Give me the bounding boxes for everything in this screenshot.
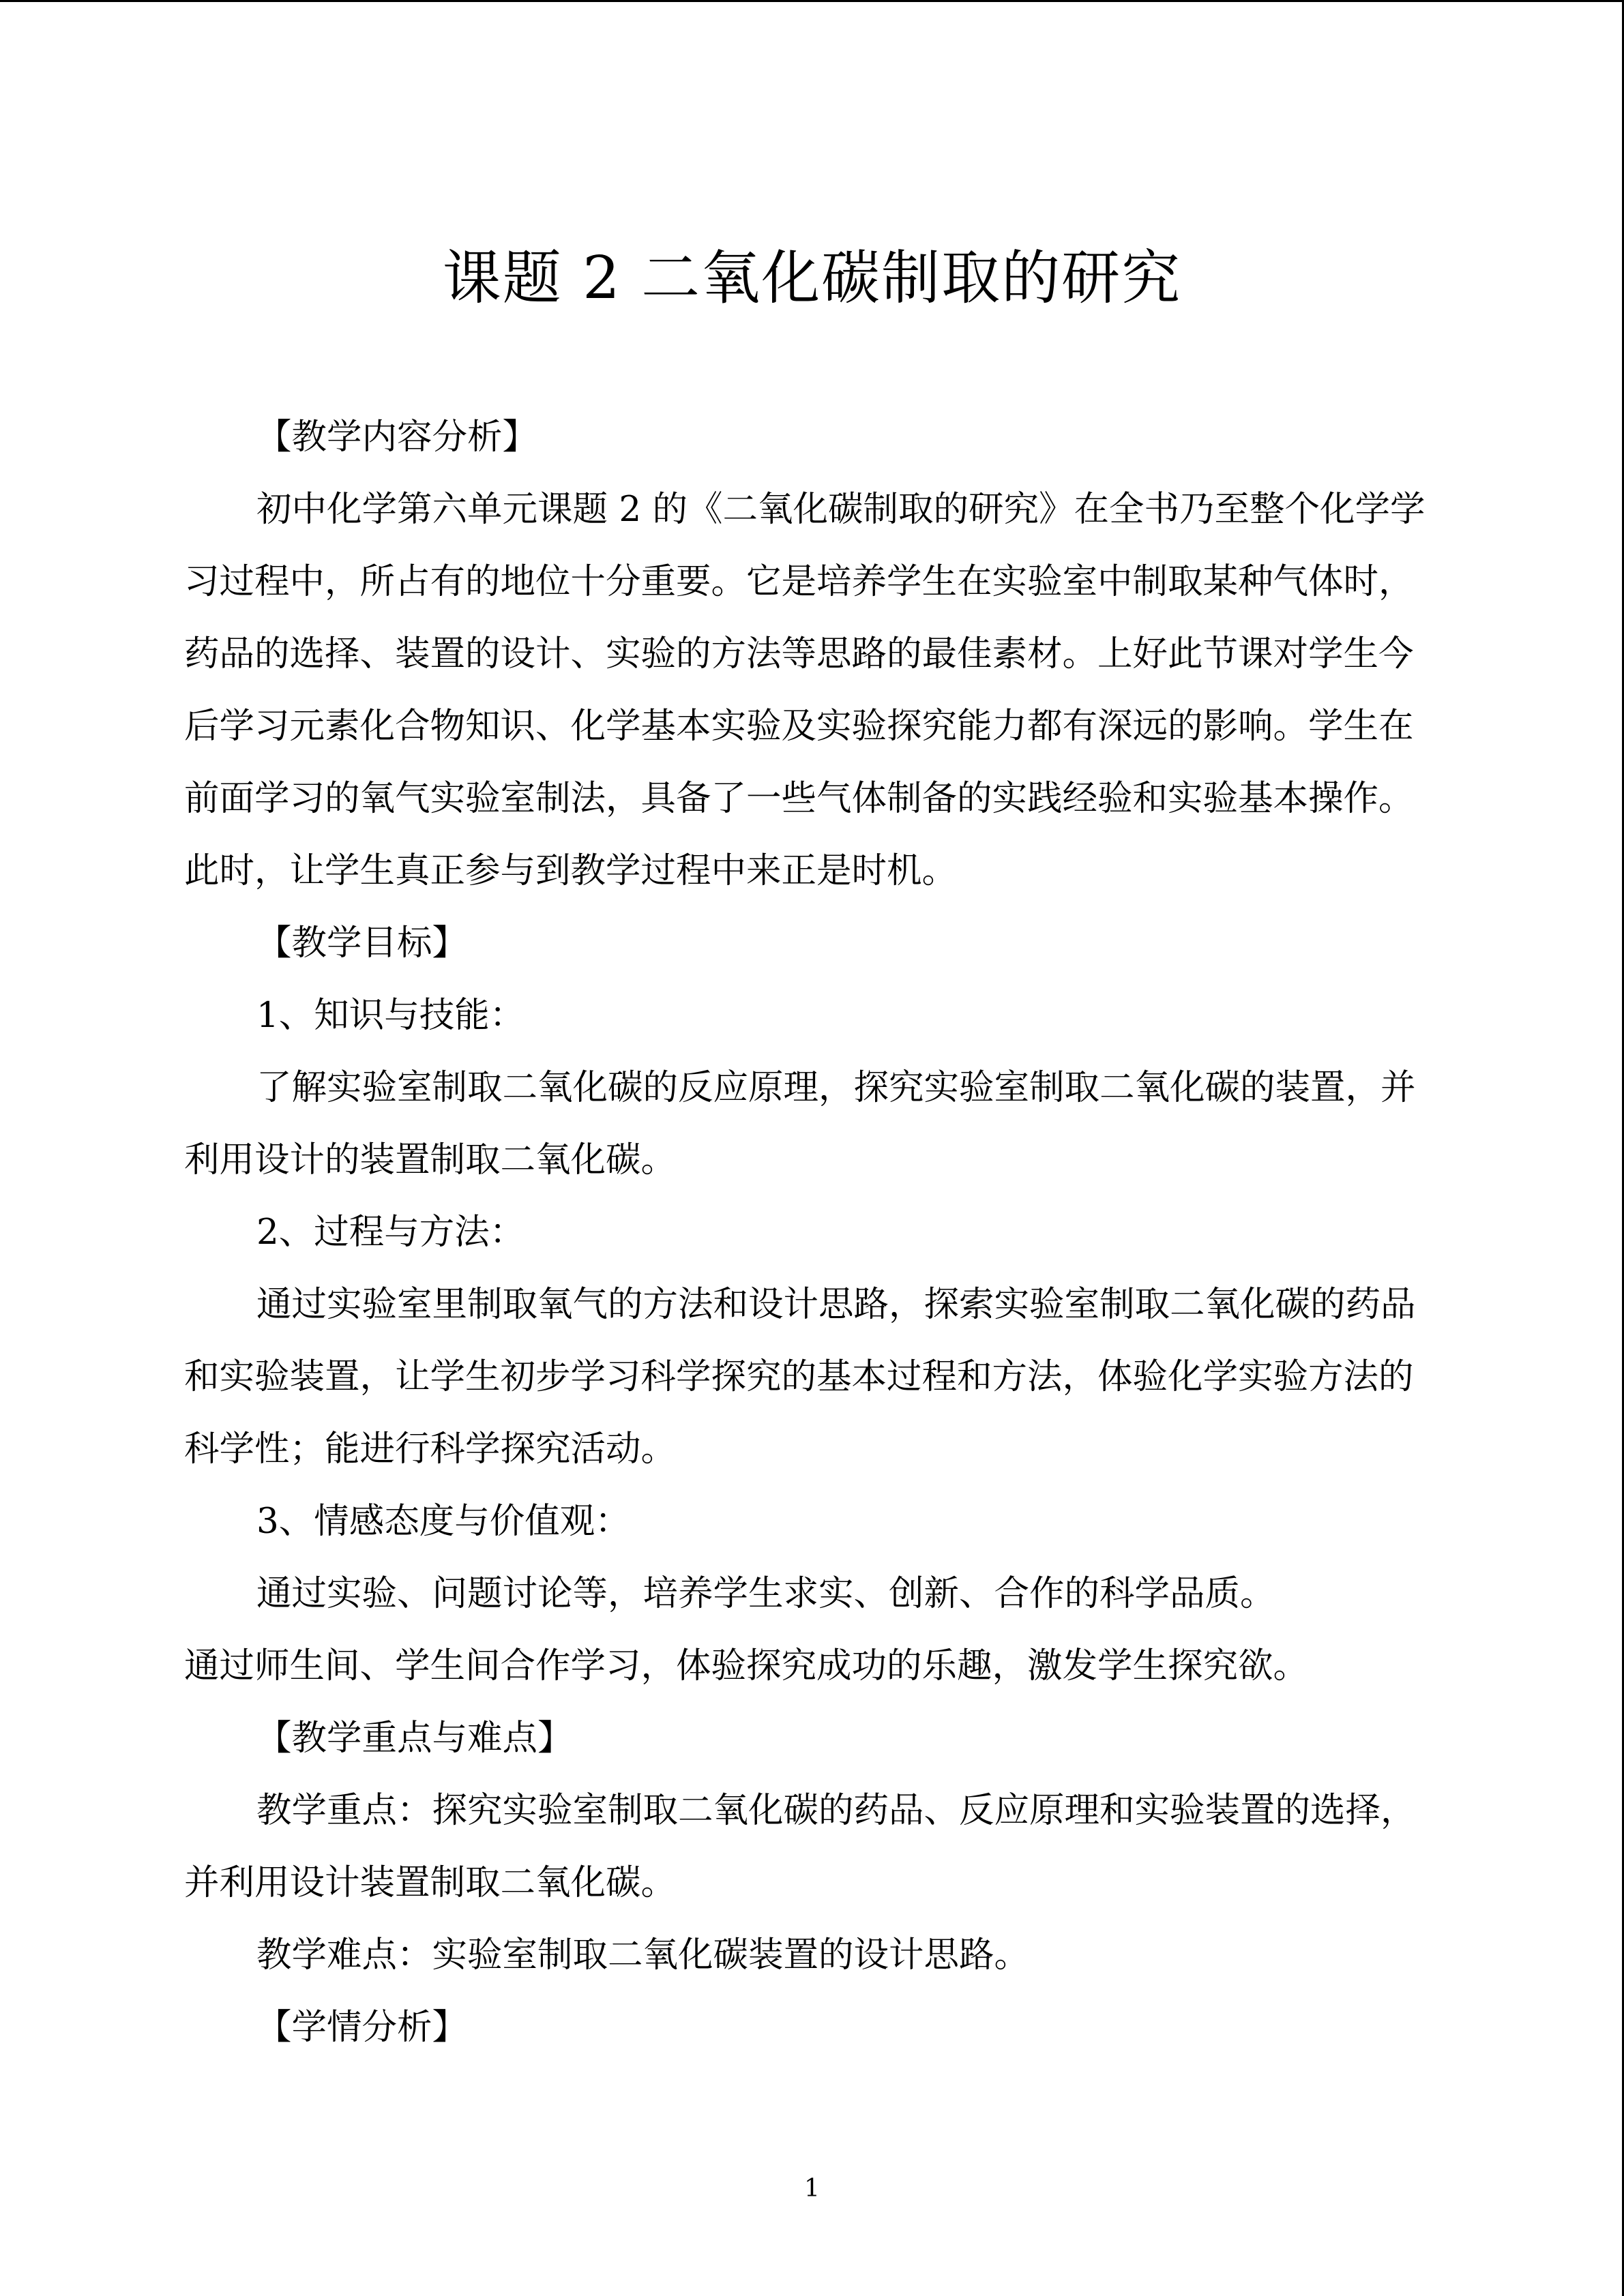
goal-2-label: 2、过程与方法：	[256, 1212, 525, 1253]
section-heading-content-analysis: 【教学内容分析】	[256, 417, 538, 458]
document-body	[184, 401, 1446, 2063]
document-title: 课题 2 二氧化碳制取的研究	[442, 244, 1182, 312]
difficulty-text: 教学难点：实验室制取二氧化碳装置的设计思路。	[256, 1935, 1030, 1976]
key-point-text: 教学重点：探究实验室制取二氧化碳的药品、反应原理和实验装置的选择，并利用设计装置制取二氧化碳。	[184, 1790, 1416, 1903]
section-heading-teaching-goals: 【教学目标】	[256, 923, 468, 964]
section-heading-key-difficult: 【教学重点与难点】	[256, 1718, 573, 1759]
goal-3-text-b: 通过师生间、学生间合作学习，体验探究成功的乐趣，激发学生探究欲。	[184, 1645, 1309, 1686]
goal-3-text-a: 通过实验、问题讨论等，培养学生求实、创新、合作的科学品质。	[256, 1573, 1275, 1614]
section-heading-student-analysis: 【学情分析】	[256, 2007, 468, 2048]
page-number: 1	[804, 2175, 820, 2203]
goal-3-label: 3、情感态度与价值观：	[256, 1501, 630, 1542]
content-analysis-paragraph: 初中化学第六单元课题 2 的《二氧化碳制取的研究》在全书乃至整个化学学习过程中，所占有的地位十分重要。它是培养学生在实验室中制取某种气体时，药品的选择、装置的设计、实验的方法等思路的最佳素材。上好此节课对学生今后学习元素化合物知识、化学基本实验及实验探究能力都有深远的影响。学生在前面学习的氧气实验室制法，具备了一些气体制备的实践经验和实验基本操作。此时，让学生真正参与到教学过程中来正是时机。	[184, 489, 1426, 891]
goal-1-text: 了解实验室制取二氧化碳的反应原理，探究实验室制取二氧化碳的装置，并利用设计的装置制取二氧化碳。	[184, 1067, 1416, 1180]
goal-2-text: 通过实验室里制取氧气的方法和设计思路，探索实验室制取二氧化碳的药品和实验装置，让学生初步学习科学探究的基本过程和方法，体验化学实验方法的科学性；能进行科学探究活动。	[184, 1284, 1416, 1470]
goal-1-label: 1、知识与技能：	[256, 995, 525, 1036]
